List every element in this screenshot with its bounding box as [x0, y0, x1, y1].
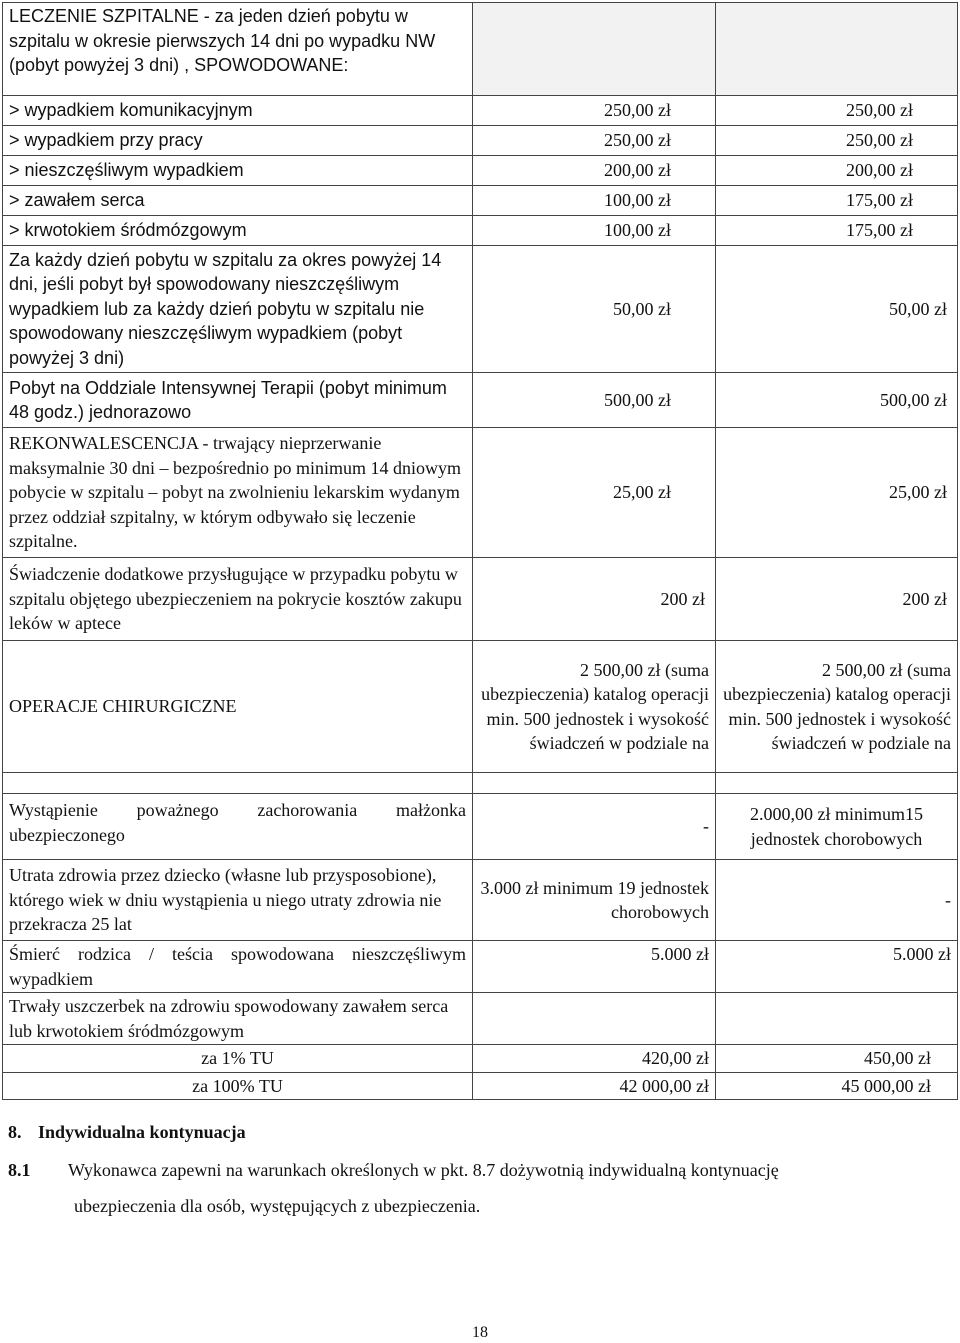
paragraph-8-1 [8, 1158, 779, 1182]
spouse-label: Wystąpienie poważnego zachorowania małżonka ubezpieczonego [9, 800, 466, 845]
child-label: Utrata zdrowia przez dziecko (własne lub przysposobione), którego wiek w dniu wystąpienia u niego utraty zdrowia nie przekracza 25 lat [3, 860, 473, 941]
gap-cell [473, 773, 716, 794]
child-value-1: 3.000 zł minimum 19 jednostek chorobowych [473, 860, 716, 941]
child-value-2: - [716, 860, 958, 941]
section-title: Indywidualna kontynuacja [38, 1122, 246, 1142]
over14-value-1: 50,00 zł [473, 246, 716, 373]
rehab-value-1: 25,00 zł [473, 428, 716, 558]
pct-row-label: za 100% TU [3, 1072, 473, 1100]
surgery-value-2: 2 500,00 zł (suma ubezpieczenia) katalog operacji min. 500 jednostek i wysokość świadczeń w podziale na [716, 641, 958, 773]
permanent-label: Trwały uszczerbek na zdrowiu spowodowany zawałem serca lub krwotokiem śródmózgowym [3, 993, 473, 1045]
permanent-empty-1 [473, 993, 716, 1045]
icu-value-2: 500,00 zł [716, 373, 958, 428]
pct-row-value-2: 450,00 zł [716, 1045, 958, 1073]
page-number: 18 [472, 1324, 488, 1341]
hosp-row-value-2: 200,00 zł [716, 156, 958, 186]
hosp-row-label: > zawałem serca [3, 186, 473, 216]
section-number: 8. [8, 1122, 22, 1142]
pct-row-value-2: 45 000,00 zł [716, 1072, 958, 1100]
rehab-value-2: 25,00 zł [716, 428, 958, 558]
hosp-row-value-1: 250,00 zł [473, 126, 716, 156]
paragraph-number: 8.1 [8, 1160, 31, 1180]
hosp-row-value-1: 250,00 zł [473, 96, 716, 126]
hosp-row-value-1: 200,00 zł [473, 156, 716, 186]
benefits-table [2, 2, 958, 1100]
hosp-row-label: > wypadkiem komunikacyjnym [3, 96, 473, 126]
hosp-row-value-2: 175,00 zł [716, 216, 958, 246]
hosp-row-value-1: 100,00 zł [473, 216, 716, 246]
section-heading [8, 1122, 246, 1143]
hosp-row-value-2: 175,00 zł [716, 186, 958, 216]
rehab-label: REKONWALESCENCJA - trwający nieprzerwanie maksymalnie 30 dni – bezpośrednio po minimum 14 dniowym pobycie w szpitalu – pobyt na zwolnieniu lekarskim wydanym przez oddział szpitalny, w którym odbywało się leczenie szpitalne. [3, 428, 473, 558]
header-empty-cell-1 [473, 3, 716, 96]
permanent-empty-2 [716, 993, 958, 1045]
paragraph-line-1: Wykonawca zapewni na warunkach określonych w pkt. 8.7 dożywotnią indywidualną kontynuację [68, 1160, 779, 1180]
pct-row-label: za 1% TU [3, 1045, 473, 1073]
surgery-label: OPERACJE CHIRURGICZNE [3, 641, 473, 773]
hosp-row-label: > nieszczęśliwym wypadkiem [3, 156, 473, 186]
gap-cell [3, 773, 473, 794]
parent-value-1: 5.000 zł [473, 941, 716, 993]
spouse-value-2: 2.000,00 zł minimum15 jednostek chorobowych [716, 794, 958, 860]
hosp-row-value-2: 250,00 zł [716, 126, 958, 156]
pharmacy-label: Świadczenie dodatkowe przysługujące w przypadku pobytu w szpitalu objętego ubezpieczeniem na pokrycie kosztów zakupu leków w aptece [3, 558, 473, 641]
header-empty-cell-2 [716, 3, 958, 96]
pharmacy-value-2: 200 zł [716, 558, 958, 641]
surgery-value-1: 2 500,00 zł (suma ubezpieczenia) katalog operacji min. 500 jednostek i wysokość świadczeń w podziale na [473, 641, 716, 773]
paragraph-line-2: ubezpieczenia dla osób, występujących z ubezpieczenia. [74, 1196, 481, 1216]
over14-label: Za każdy dzień pobytu w szpitalu za okres powyżej 14 dni, jeśli pobyt był spowodowany nieszczęśliwym wypadkiem lub za każdy dzień pobytu w szpitalu nie spowodowany nieszczęśliwym wypadkiem (pobyt powyżej 3 dni) [3, 246, 473, 373]
pct-row-value-1: 42 000,00 zł [473, 1072, 716, 1100]
gap-cell [716, 773, 958, 794]
over14-value-2: 50,00 zł [716, 246, 958, 373]
icu-label: Pobyt na Oddziale Intensywnej Terapii (pobyt minimum 48 godz.) jednorazowo [3, 373, 473, 428]
parent-label: Śmierć rodzica / teścia spowodowana nieszczęśliwym wypadkiem [3, 941, 473, 993]
pharmacy-value-1: 200 zł [473, 558, 716, 641]
hosp-row-label: > krwotokiem śródmózgowym [3, 216, 473, 246]
parent-value-2: 5.000 zł [716, 941, 958, 993]
hosp-row-value-1: 100,00 zł [473, 186, 716, 216]
icu-value-1: 500,00 zł [473, 373, 716, 428]
spouse-value-1: - [473, 794, 716, 860]
hosp-row-label: > wypadkiem przy pracy [3, 126, 473, 156]
hospital-header-cell: LECZENIE SZPITALNE - za jeden dzień pobytu w szpitalu w okresie pierwszych 14 dni po wypadku NW (pobyt powyżej 3 dni) , SPOWODOWANE: [3, 3, 473, 96]
hosp-row-value-2: 250,00 zł [716, 96, 958, 126]
pct-row-value-1: 420,00 zł [473, 1045, 716, 1073]
